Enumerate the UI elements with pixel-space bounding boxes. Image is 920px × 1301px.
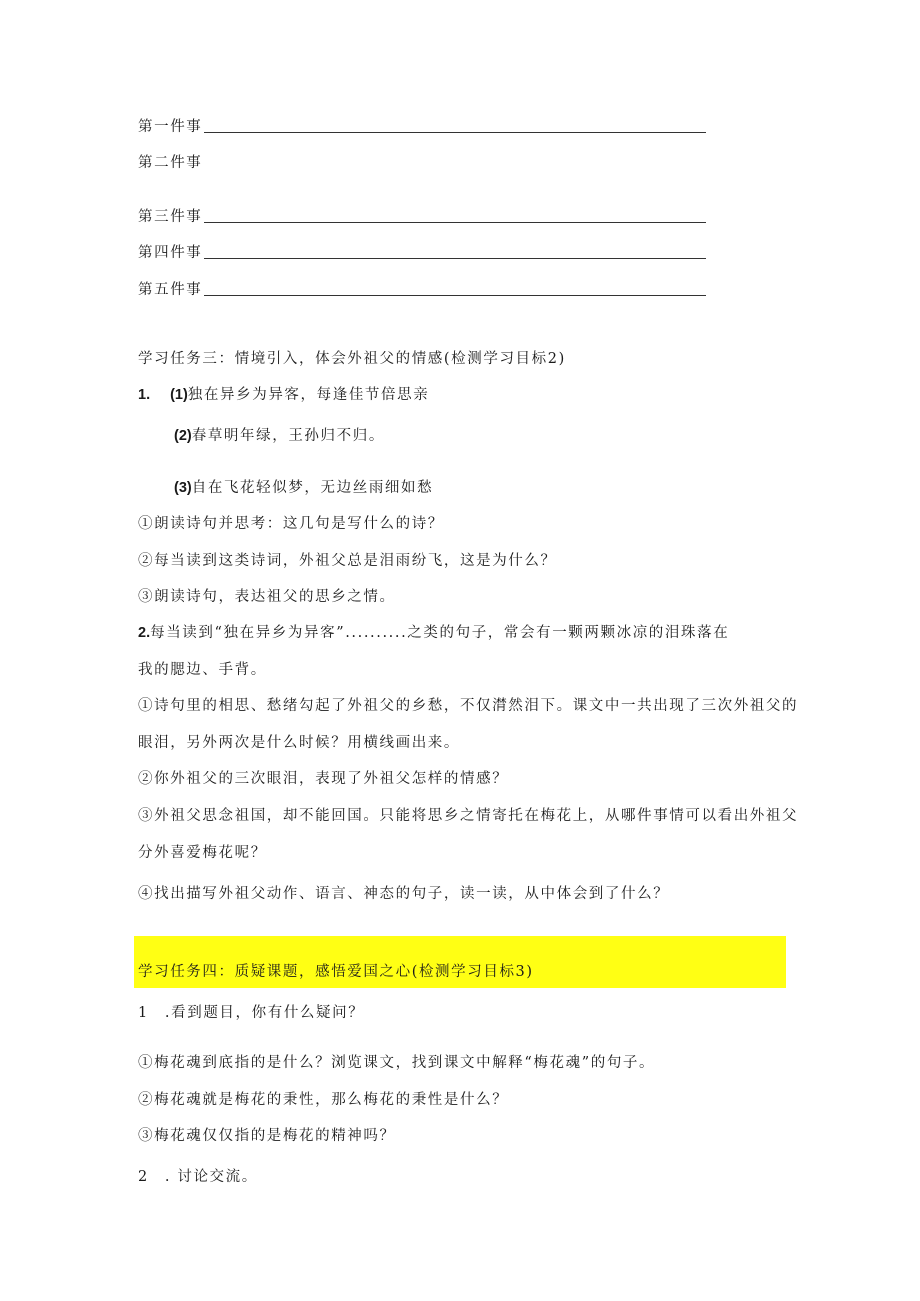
q2-item-1-cont: 眼泪，另外两次是什么时候？用横线画出来。	[138, 735, 460, 751]
q2-item-3: ③外祖父思念祖国，却不能回国。只能将思乡之情寄托在梅花上，从哪件事情可以看出外祖父	[138, 808, 799, 824]
task3-question-2	[138, 623, 729, 643]
poem-line-2	[174, 426, 385, 446]
poem-number: (2)	[174, 428, 192, 444]
event-label: 第四件事	[138, 245, 203, 261]
task4-question-1: 1 .看到题目，你有什么疑问？	[138, 1005, 365, 1021]
event-row-5	[138, 279, 706, 299]
task4-item-2: ②梅花魂就是梅花的秉性，那么梅花的秉性是什么？	[138, 1092, 509, 1108]
q1-item-1: ①朗读诗句并思考：这几句是写什么的诗？	[138, 516, 444, 532]
q2-item-3-cont: 分外喜爱梅花呢？	[138, 845, 267, 861]
event-label: 第三件事	[138, 209, 203, 225]
question-text: 每当读到“独在异乡为异客”..........之类的句子，常会有一颗两颗冰凉的泪珠落在	[150, 625, 730, 641]
event-label: 第二件事	[138, 155, 203, 171]
answer-blank[interactable]	[204, 258, 706, 259]
task3-heading: 学习任务三：情境引入，体会外祖父的情感(检测学习目标2)	[138, 351, 566, 367]
event-row-4	[138, 242, 706, 262]
task4-item-1: ①梅花魂到底指的是什么？浏览课文，找到课文中解释“梅花魂”的句子。	[138, 1055, 656, 1071]
q1-item-2: ②每当读到这类诗词，外祖父总是泪雨纷飞，这是为什么？	[138, 553, 557, 569]
task3-question-1	[138, 385, 429, 405]
poem-number: (3)	[174, 480, 192, 496]
poem-text: 春草明年绿，王孙归不归。	[191, 428, 385, 444]
question-number: 2.	[138, 625, 151, 641]
event-row-2	[138, 152, 202, 172]
task4-question-2: 2 . 讨论交流。	[138, 1169, 258, 1185]
task4-item-3: ③梅花魂仅仅指的是梅花的精神吗？	[138, 1128, 396, 1144]
event-row-3	[138, 206, 706, 226]
poem-text: 自在飞花轻似梦，无边丝雨细如愁	[191, 480, 434, 496]
q1-item-3: ③朗读诗句，表达祖父的思乡之情。	[138, 589, 396, 605]
poem-text: 独在异乡为异客，每逢佳节倍思亲	[187, 387, 430, 403]
q2-item-4: ④找出描写外祖父动作、语言、神态的句子，读一读，从中体会到了什么？	[138, 886, 670, 902]
question-number: 1.	[138, 387, 151, 403]
q2-item-1: ①诗句里的相思、愁绪勾起了外祖父的乡愁，不仅潸然泪下。课文中一共出现了三次外祖父的	[138, 698, 799, 714]
poem-line-3	[174, 478, 433, 498]
event-row-1	[138, 116, 706, 136]
event-label: 第五件事	[138, 282, 203, 298]
task4-heading: 学习任务四：质疑课题，感悟爱国之心(检测学习目标3)	[138, 964, 534, 980]
task3-question-2-cont: 我的腮边、手背。	[138, 662, 267, 678]
poem-number: (1)	[170, 387, 188, 403]
event-label: 第一件事	[138, 119, 203, 135]
answer-blank[interactable]	[204, 132, 706, 133]
answer-blank[interactable]	[204, 222, 706, 223]
q2-item-2: ②你外祖父的三次眼泪，表现了外祖父怎样的情感？	[138, 771, 509, 787]
answer-blank[interactable]	[204, 295, 706, 296]
